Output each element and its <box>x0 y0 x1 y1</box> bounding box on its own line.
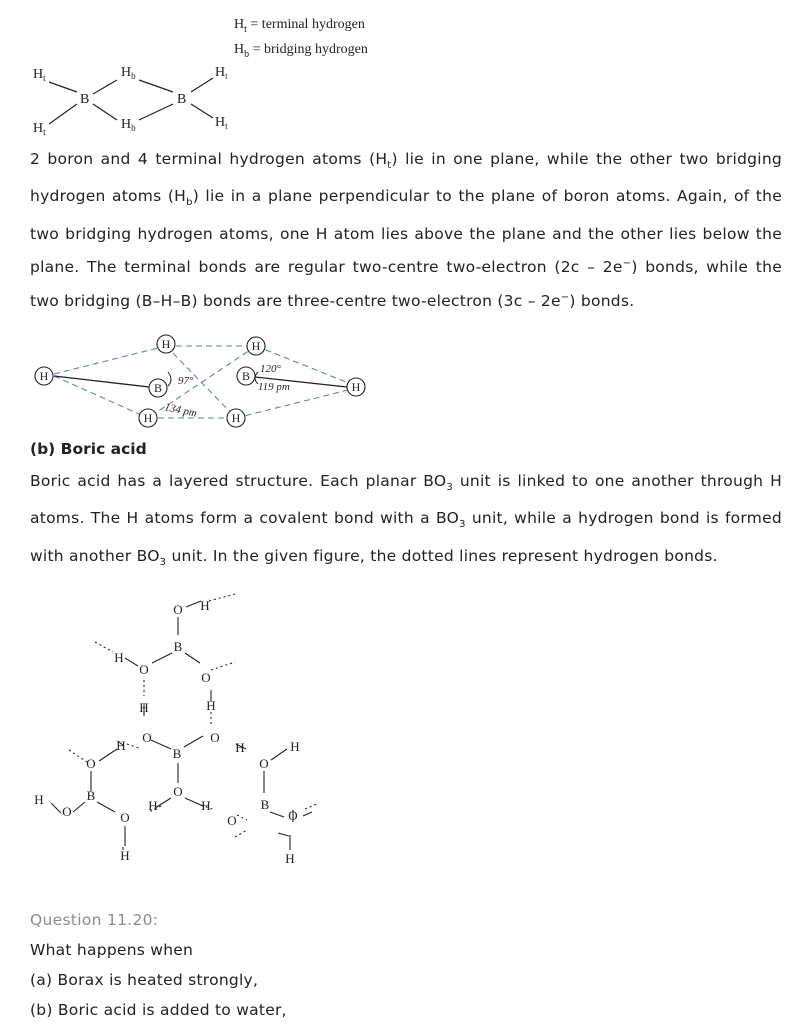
legend-bridging: $H_b$ = bridging hydrogen <box>234 41 368 60</box>
ht-label-bottom-right: $H_t$ <box>215 115 228 131</box>
o-top: O <box>173 602 183 617</box>
h-far-left: H <box>34 792 44 807</box>
o-center-bottom: O <box>173 784 183 799</box>
bond-119-label: 119 pm <box>258 381 290 393</box>
bond-134-label: 134 pm <box>163 401 198 420</box>
hb-atom-top: H <box>161 337 171 351</box>
h-mid-right: H <box>206 698 216 713</box>
question-title: Question 11.20: <box>30 911 159 929</box>
h-center-right: H <box>235 740 245 755</box>
ht-label-bottom-left: $H_t$ <box>33 121 46 137</box>
h-atom-left: H <box>39 369 49 383</box>
h-bottom-left: H <box>120 848 130 863</box>
b-center: B <box>172 746 182 761</box>
boric-acid-structure <box>25 590 325 875</box>
hb-label-bottom: $H_b$ <box>121 117 136 133</box>
o-right-lower: O <box>227 813 237 828</box>
b-atom-left: B <box>153 381 163 395</box>
h-mid-left: H <box>139 700 149 715</box>
o-left-lower: O <box>120 810 130 825</box>
o-right-mid: O <box>259 756 269 771</box>
ht-label-top-right: $H_t$ <box>215 65 228 81</box>
b-atom-right: B <box>241 369 251 383</box>
h-center-left: H <box>116 738 126 753</box>
diborane-3d-structure <box>30 332 375 432</box>
hb-atom-top-right: H <box>251 339 261 353</box>
boron-left: B <box>80 92 90 107</box>
h-bottom-right: H <box>285 851 295 866</box>
question-item-b: (b) Boric acid is added to water, <box>30 1001 287 1019</box>
h-far-right: H <box>290 739 300 754</box>
h-center-bottom-left: H <box>148 798 158 813</box>
o-center-left: O <box>142 730 152 745</box>
boron-right: B <box>177 92 187 107</box>
h-atom-right: H <box>351 380 361 394</box>
o-right-far: O <box>288 808 298 823</box>
b-right: B <box>260 797 270 812</box>
hb-atom-bottom: H <box>143 411 153 425</box>
boric-acid-heading: (b) Boric acid <box>30 440 147 458</box>
b-left: B <box>86 788 96 803</box>
b-top: B <box>173 639 183 654</box>
question-lead: What happens when <box>30 941 194 959</box>
o-center-right: O <box>210 730 220 745</box>
o-left-mid: O <box>86 756 96 771</box>
hb-atom-bottom-right: H <box>231 411 241 425</box>
question-item-a: (a) Borax is heated strongly, <box>30 971 259 989</box>
boric-acid-paragraph: Boric acid has a layered structure. Each planar $BO_3$ unit is linked to one another through H atoms. The H atoms form a covalent bond with a $BO_3$ unit, while a hydrogen bond is formed with another $BO_3$ unit. In the given figure, the dotted lines represent hydrogen bonds. <box>30 472 782 568</box>
o-left-bottom: O <box>62 804 72 819</box>
h-left-upper: H <box>114 650 124 665</box>
angle-120-label: 120° <box>260 363 281 375</box>
diborane-2d-structure <box>25 58 265 140</box>
o-left-upper: O <box>139 662 149 677</box>
h-top: H <box>200 598 210 613</box>
diborane-structure-paragraph: 2 boron and 4 terminal hydrogen atoms $(H_t)$ lie in one plane, while the other two bridging hydrogen atoms $(H_b)$ lie in a plane perpendicular to the plane of boron atoms. Again, of the two bridging hydrogen atoms, one H atom lies above the plane and the other lies below the plane. The terminal bonds are regular two-centre two-electron (2c – 2e−) bonds, while the two bridging (B–H–B) bonds are three-centre two-electron (3c – 2e−) bonds. <box>30 150 782 310</box>
angle-97-label: 97° <box>178 375 194 387</box>
o-right-upper: O <box>201 670 211 685</box>
legend-terminal: $H_t$ = terminal hydrogen <box>234 17 365 35</box>
ht-label-top-left: $H_t$ <box>33 67 46 83</box>
hb-label-top: $H_b$ <box>121 65 136 81</box>
h-center-bottom-right: H <box>201 798 211 813</box>
